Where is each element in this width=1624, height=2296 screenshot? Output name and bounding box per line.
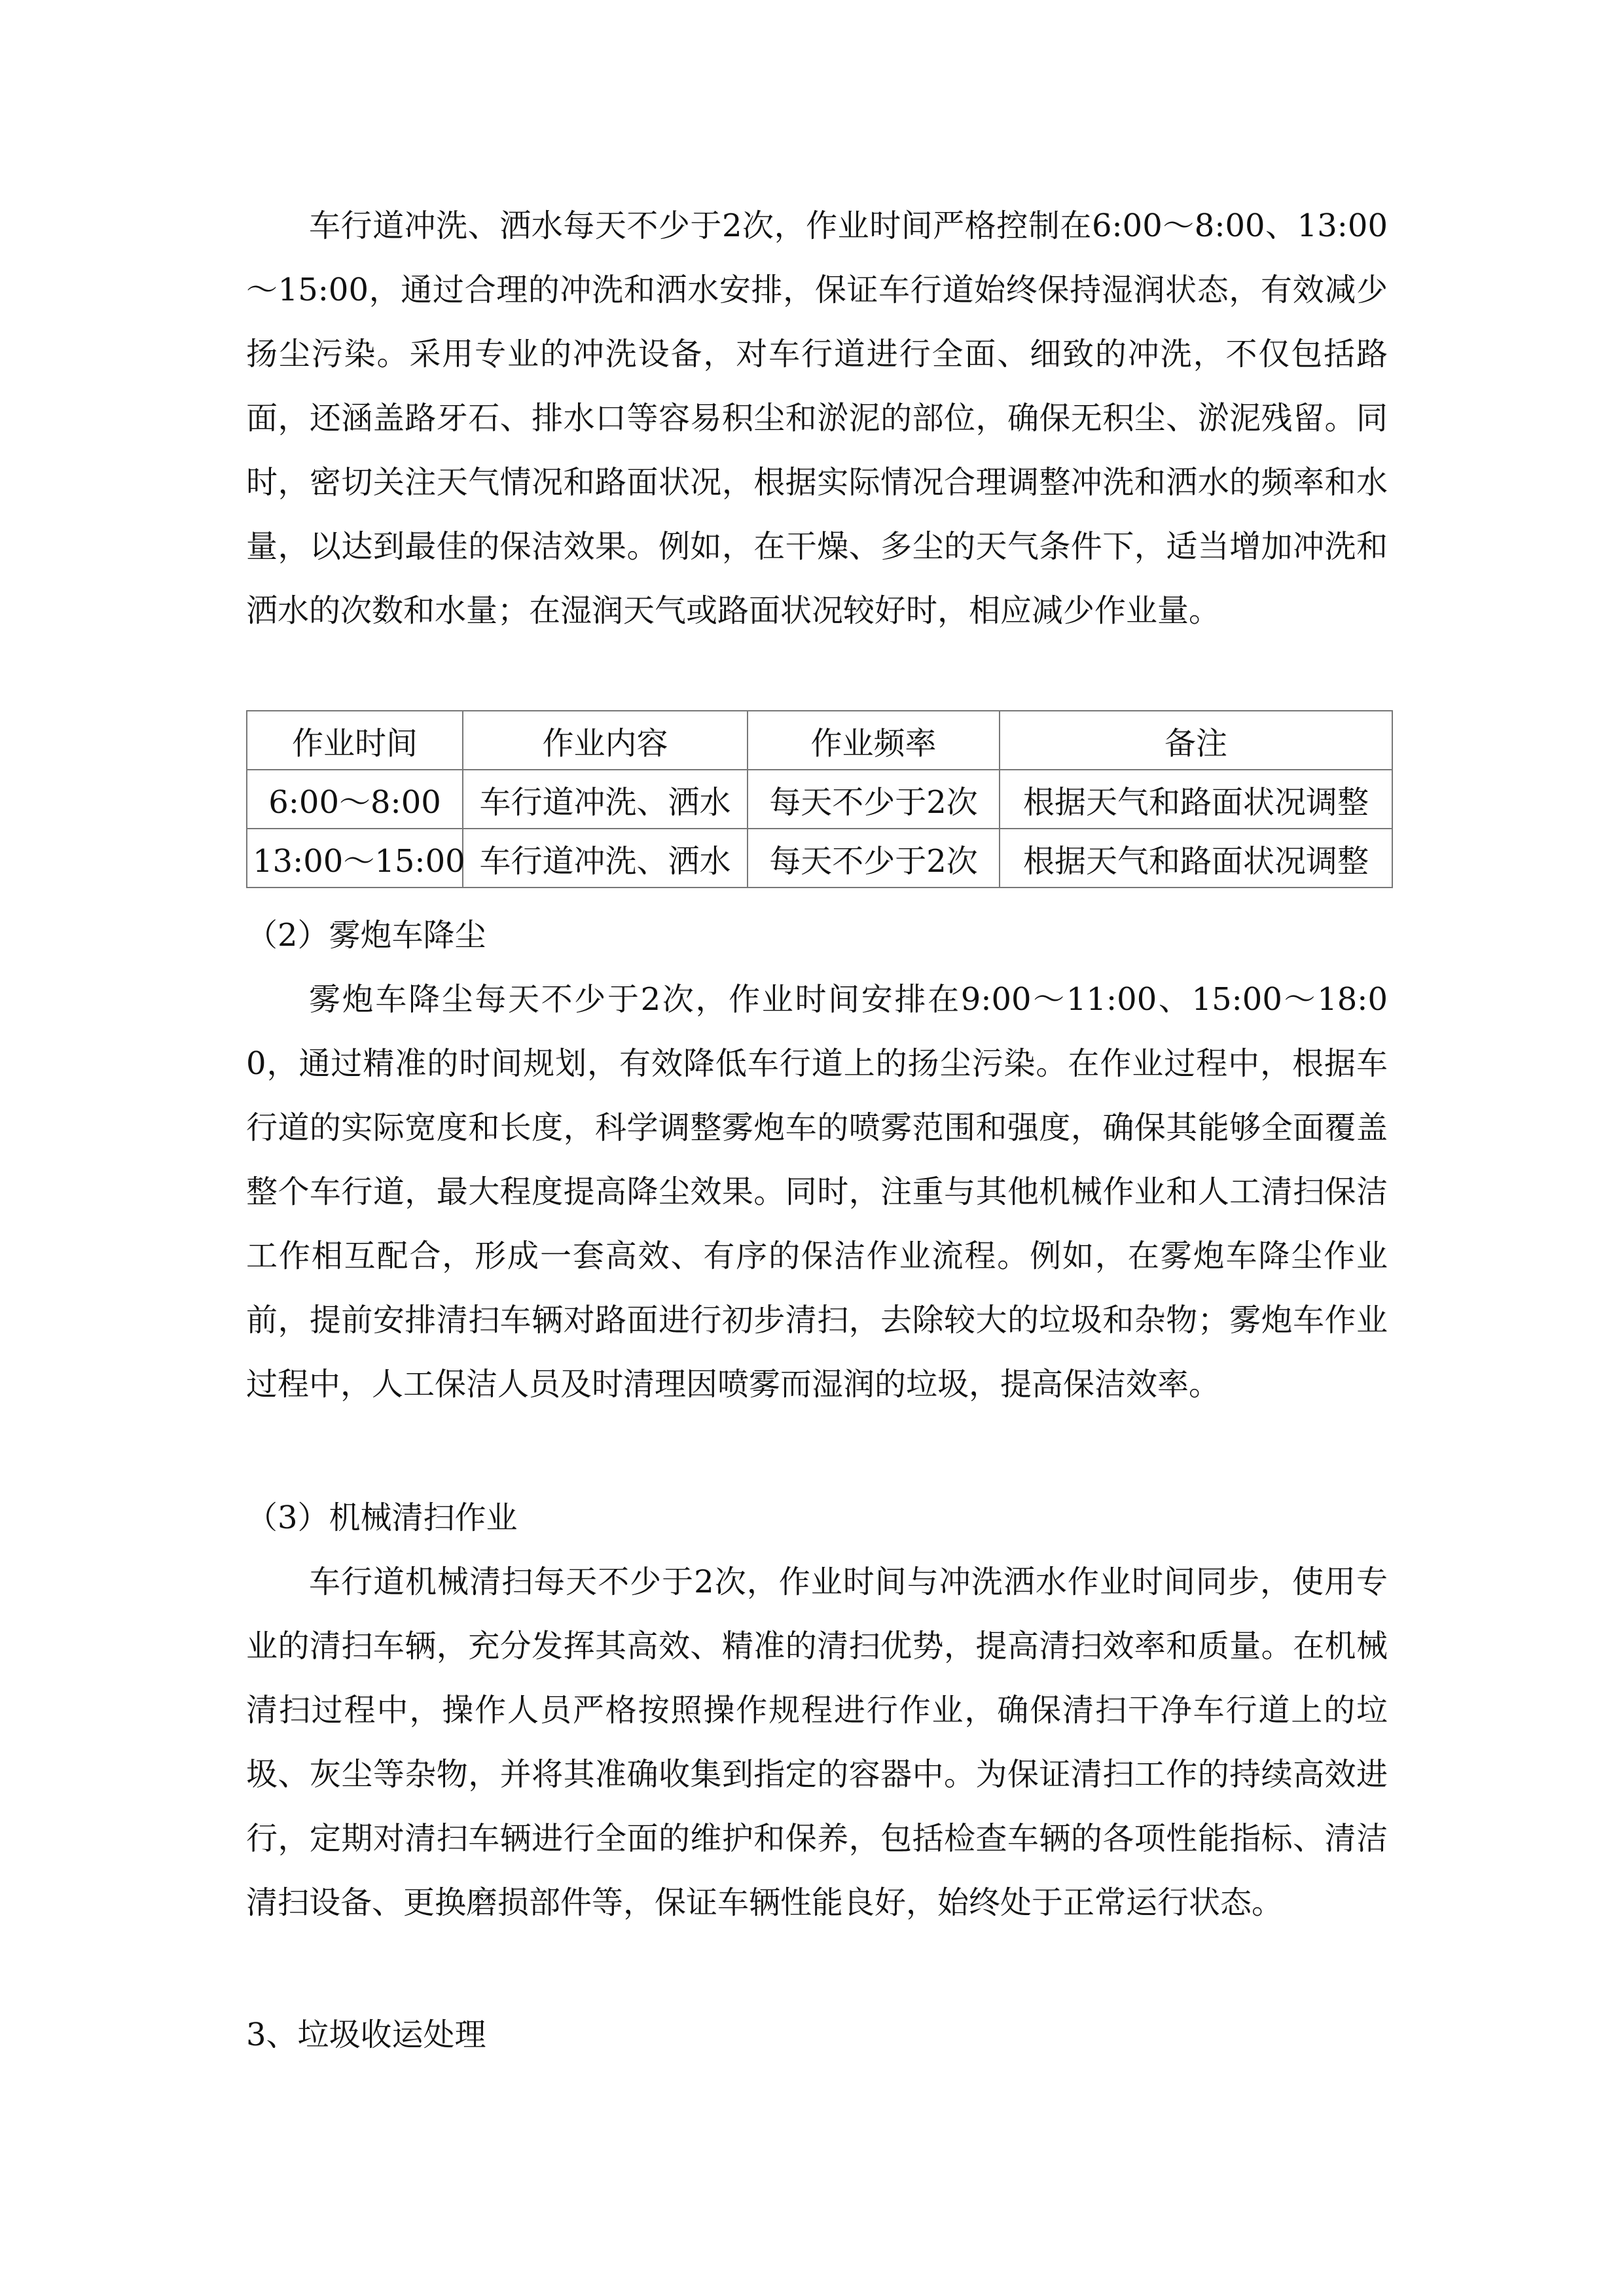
table-row (247, 770, 1392, 829)
table-cell: 每天不少于2次 (748, 770, 1000, 829)
table-header-cell: 作业频率 (748, 711, 1000, 770)
table-cell: 6:00～8:00 (247, 770, 463, 829)
section-heading-fog-cannon: （2）雾炮车降尘 (246, 917, 486, 954)
table-cell: 车行道冲洗、洒水 (463, 829, 748, 888)
section-heading-garbage-collection: 3、垃圾收运处理 (246, 2017, 486, 2053)
paragraph-fog-cannon: 雾炮车降尘每天不少于2次，作业时间安排在9:00～11:00、15:00～18:00，通过精准的时间规划，有效降低车行道上的扬尘污染。在作业过程中，根据车行道的实际宽度和长度，科学调整雾炮车的喷雾范围和强度，确保其能够全面覆盖整个车行道，最大程度提高降尘效果。同时，注重与其他机械作业和人工清扫保洁工作相互配合，形成一套高效、有序的保洁作业流程。例如，在雾炮车降尘作业前，提前安排清扫车辆对路面进行初步清扫，去除较大的垃圾和杂物；雾炮车作业过程中，人工保洁人员及时清理因喷雾而湿润的垃圾，提高保洁效率。 (246, 981, 1388, 1403)
paragraph-mechanical-sweeping: 车行道机械清扫每天不少于2次，作业时间与冲洗洒水作业时间同步，使用专业的清扫车辆，充分发挥其高效、精准的清扫优势，提高清扫效率和质量。在机械清扫过程中，操作人员严格按照操作规程进行作业，确保清扫干净车行道上的垃圾、灰尘等杂物，并将其准确收集到指定的容器中。为保证清扫工作的持续高效进行，定期对清扫车辆进行全面的维护和保养，包括检查车辆的各项性能指标、清洁清扫设备、更换磨损部件等，保证车辆性能良好，始终处于正常运行状态。 (246, 1564, 1388, 1921)
table-cell: 车行道冲洗、洒水 (463, 770, 748, 829)
schedule-table (246, 710, 1393, 888)
table-header-cell: 作业时间 (247, 711, 463, 770)
section-heading-mechanical-sweeping: （3）机械清扫作业 (246, 1499, 518, 1536)
table-header-row (247, 711, 1392, 770)
table-cell: 根据天气和路面状况调整 (1000, 829, 1392, 888)
table-cell: 每天不少于2次 (748, 829, 1000, 888)
table-header-cell: 作业内容 (463, 711, 748, 770)
table-header-cell: 备注 (1000, 711, 1392, 770)
table-cell: 13:00～15:00 (247, 829, 463, 888)
table-row (247, 829, 1392, 888)
paragraph-flushing: 车行道冲洗、洒水每天不少于2次，作业时间严格控制在6:00～8:00、13:00～15:00，通过合理的冲洗和洒水安排，保证车行道始终保持湿润状态，有效减少扬尘污染。采用专业的冲洗设备，对车行道进行全面、细致的冲洗，不仅包括路面，还涵盖路牙石、排水口等容易积尘和淤泥的部位，确保无积尘、淤泥残留。同时，密切关注天气情况和路面状况，根据实际情况合理调整冲洗和洒水的频率和水量，以达到最佳的保洁效果。例如，在干燥、多尘的天气条件下，适当增加冲洗和洒水的次数和水量；在湿润天气或路面状况较好时，相应减少作业量。 (246, 207, 1388, 629)
table-cell: 根据天气和路面状况调整 (1000, 770, 1392, 829)
